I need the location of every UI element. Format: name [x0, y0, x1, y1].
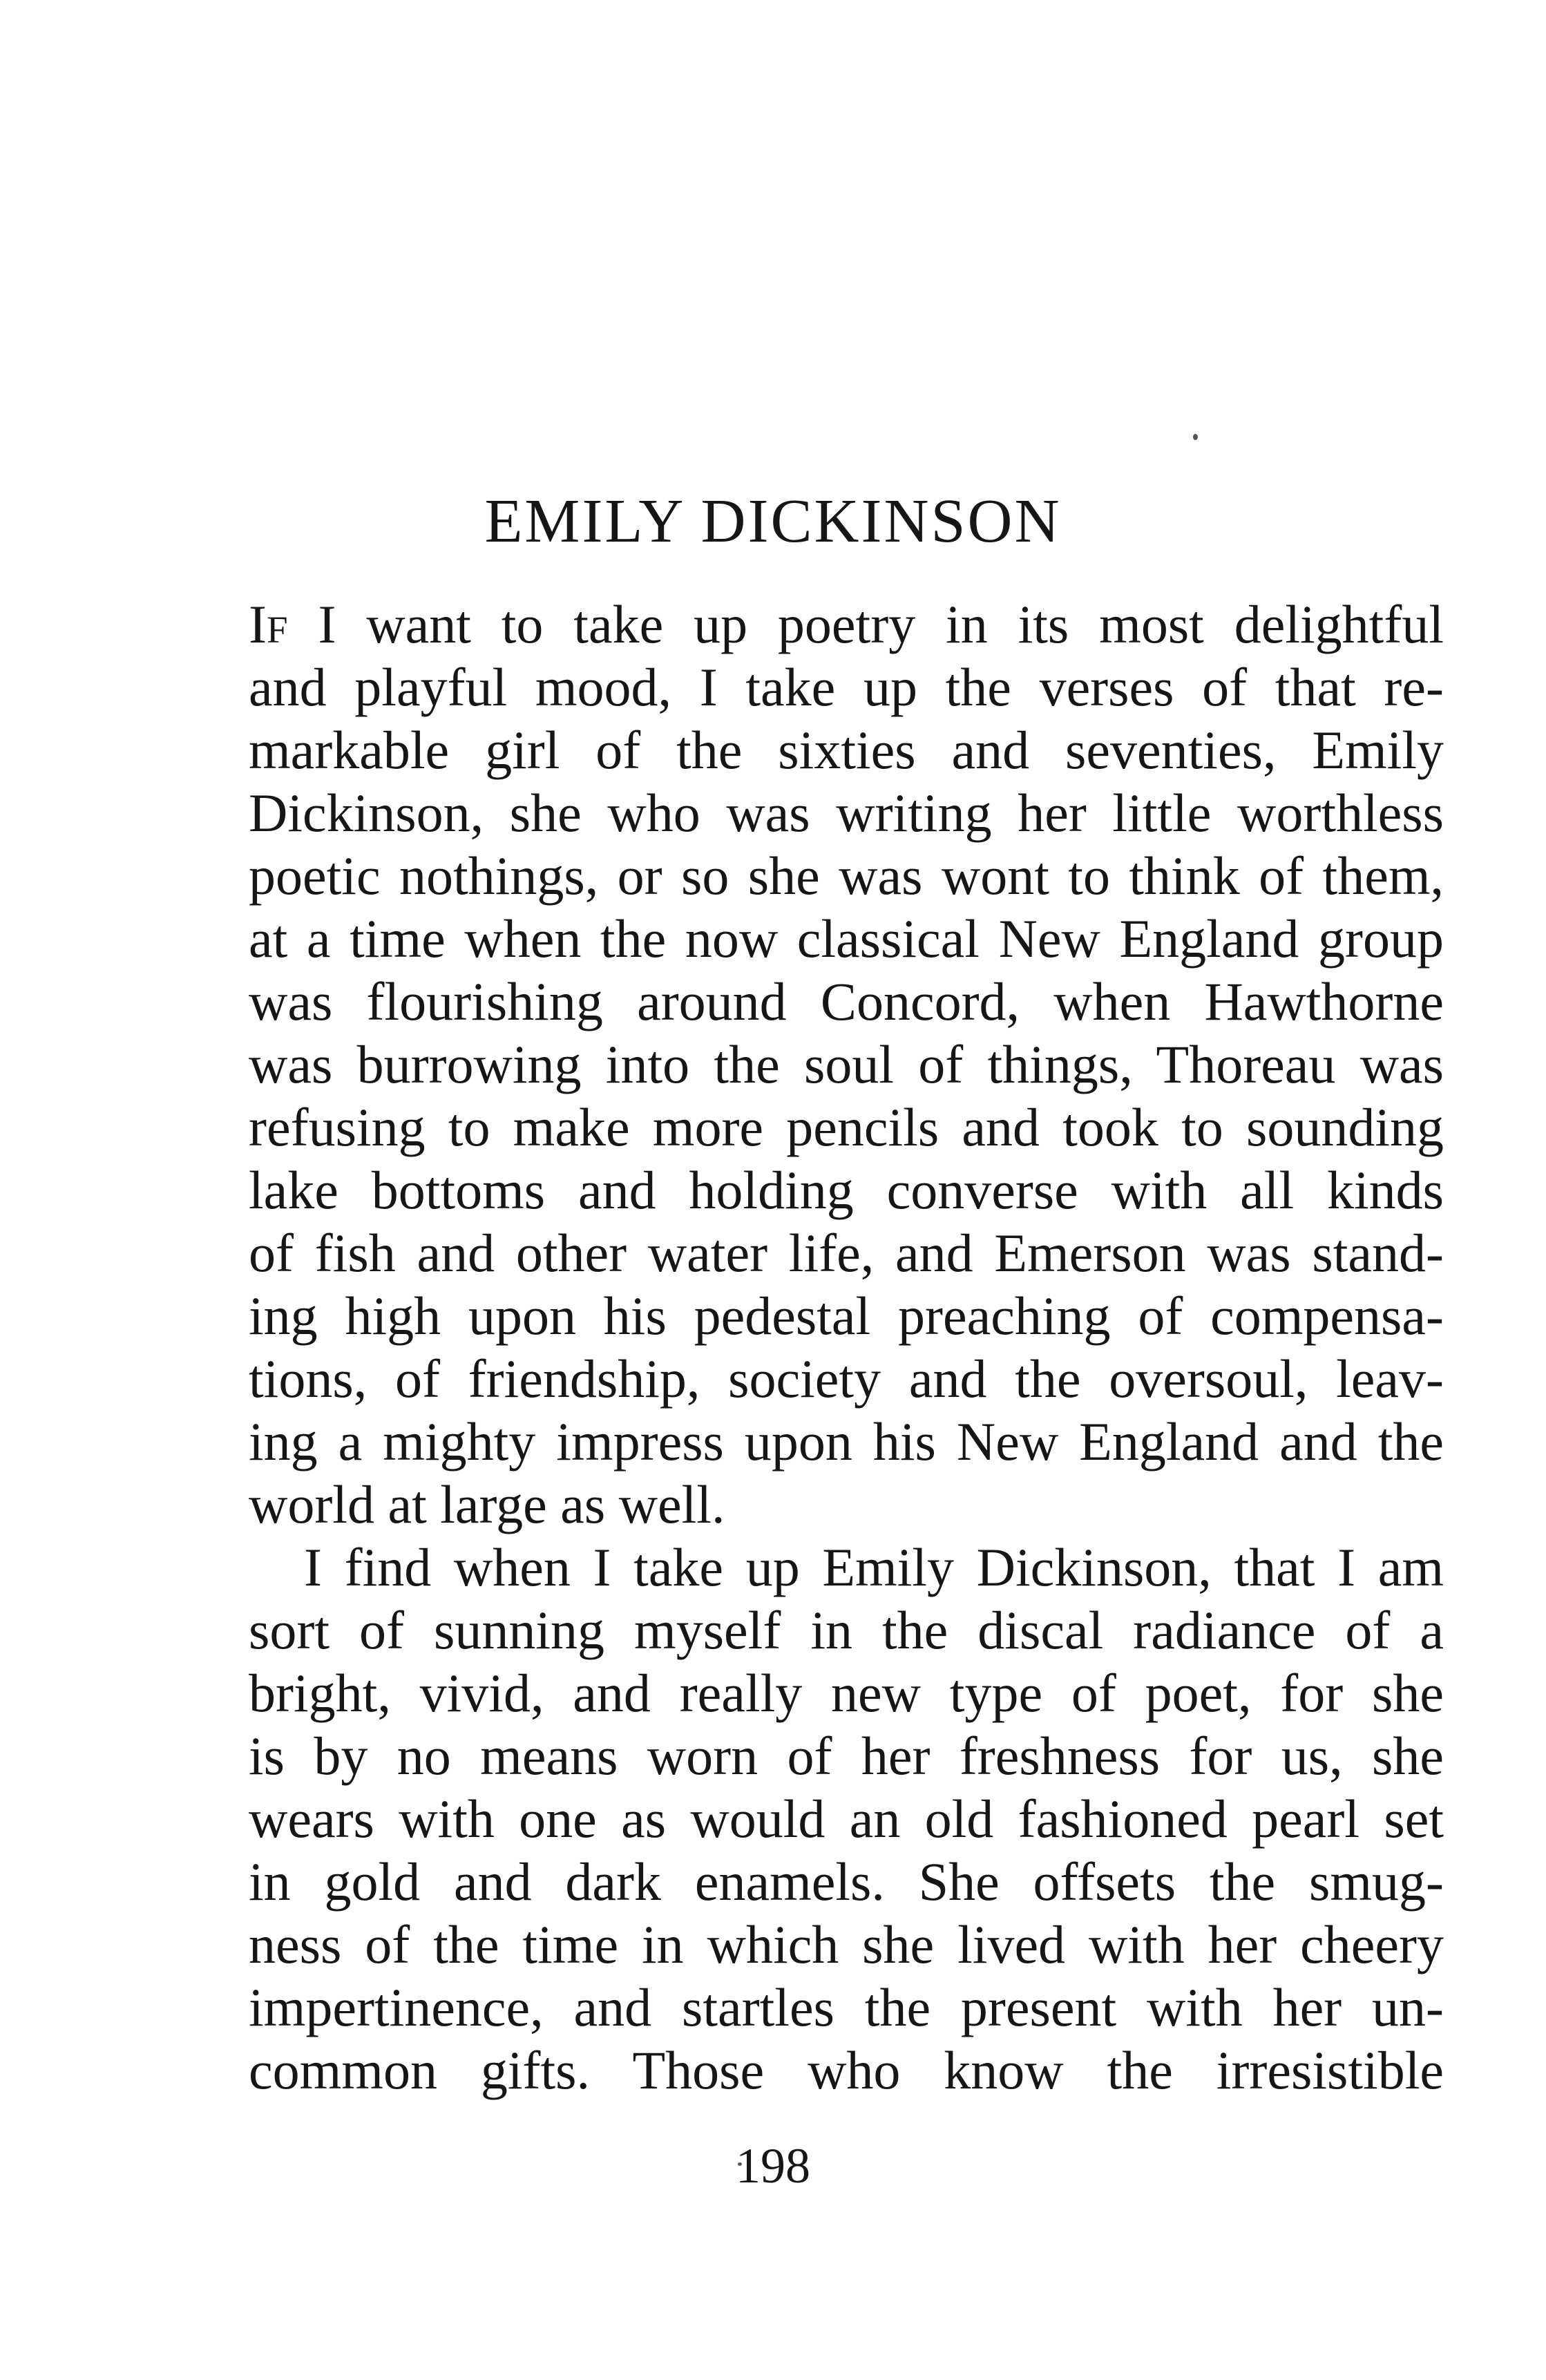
paragraph-2-line-1: I find when I take up Emily Dickinson, that I am [304, 1537, 1444, 1597]
paragraph-2-line-7: ness of the time in which she lived with her cheery [249, 1914, 1444, 1974]
body-text [249, 593, 1444, 2102]
paragraph-1-line-13: tions, of friendship, society and the oversoul, leav- [249, 1349, 1444, 1409]
paragraph-2-line-3: bright, vivid, and really new type of poet, for she [249, 1663, 1444, 1723]
paragraph-1-line-5: poetic nothings, or so she was wont to think of them, [249, 846, 1444, 906]
paragraph-1-line-10: lake bottoms and holding converse with all kinds [249, 1160, 1444, 1220]
paragraph-2-line-9: common gifts. Those who know the irresistible [249, 2040, 1444, 2100]
paragraph-1-line-1-text: I want to take up poetry in its most delightful [287, 594, 1444, 654]
paragraph-1-line-11: of fish and other water life, and Emerson was stand- [249, 1223, 1444, 1283]
page-title: EMILY DICKINSON [484, 487, 1062, 555]
paragraph-2 [249, 1536, 1444, 2102]
paragraph-1-line-1 [249, 593, 1444, 656]
page-speck [1193, 434, 1198, 440]
paragraph-1-line-4: Dickinson, she who was writing her little worthless [249, 783, 1444, 843]
paragraph-1-line-12: ing high upon his pedestal preaching of compensa- [249, 1286, 1444, 1346]
paragraph-2-line-4: is by no means worn of her freshness for us, she [249, 1726, 1444, 1786]
paragraph-2-line-5: wears with one as would an old fashioned pearl set [249, 1789, 1444, 1849]
paragraph-1-line-3: markable girl of the sixties and seventies, Emily [249, 720, 1444, 780]
paragraph-1-line-9: refusing to make more pencils and took to sounding [249, 1097, 1444, 1157]
paragraph-1 [249, 593, 1444, 1536]
paragraph-1-line-14: ing a mighty impress upon his New England and the [249, 1411, 1444, 1472]
drop-lead-word: If [249, 594, 288, 654]
paragraph-1-line-6: at a time when the now classical New England group [249, 908, 1444, 969]
paragraph-1-line-2: and playful mood, I take up the verses of that re- [249, 657, 1444, 717]
page-number: 198 [736, 2138, 810, 2193]
paragraph-1-line-7: was flourishing around Concord, when Hawthorne [249, 971, 1444, 1031]
paragraph-2-line-6: in gold and dark enamels. She offsets the smug- [249, 1851, 1444, 1912]
paragraph-1-line-15: world at large as well. [249, 1474, 725, 1534]
paragraph-1-line-8: was burrowing into the soul of things, Thoreau was [249, 1034, 1444, 1094]
paragraph-2-line-2: sort of sunning myself in the discal radiance of a [249, 1600, 1444, 1660]
paragraph-2-line-8: impertinence, and startles the present with her un- [249, 1977, 1444, 2037]
